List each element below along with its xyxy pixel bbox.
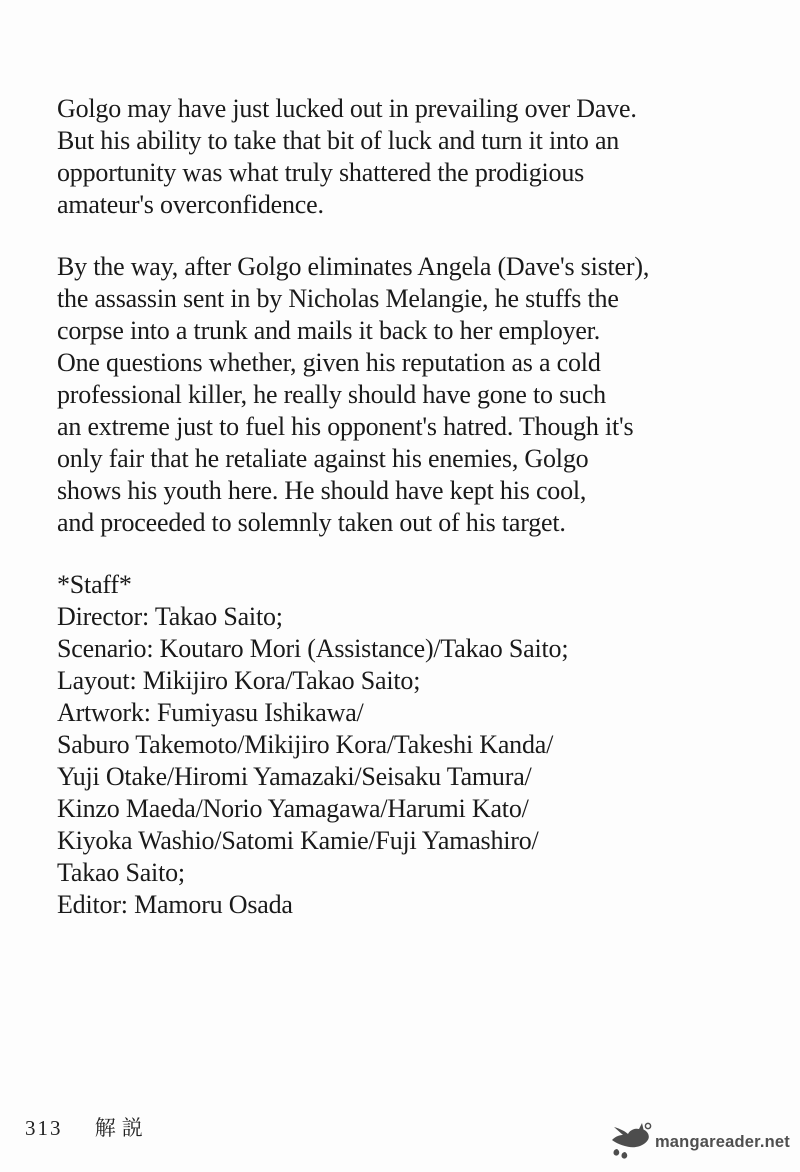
text-line: Artwork: Fumiyasu Ishikawa/ bbox=[57, 698, 364, 727]
commentary-paragraph-1 bbox=[57, 93, 764, 221]
text-line: an extreme just to fuel his opponent's hatred. Though it's bbox=[57, 412, 634, 441]
text-line: One questions whether, given his reputation as a cold bbox=[57, 348, 601, 377]
page-footer bbox=[25, 1112, 149, 1142]
text-line: Director: Takao Saito; bbox=[57, 602, 283, 631]
text-line: opportunity was what truly shattered the prodigious bbox=[57, 158, 585, 187]
text-line: Scenario: Koutaro Mori (Assistance)/Takao Saito; bbox=[57, 634, 569, 663]
page-number: 313 bbox=[25, 1116, 63, 1140]
text-line: shows his youth here. He should have kept his cool, bbox=[57, 476, 587, 505]
text-line: Takao Saito; bbox=[57, 858, 185, 887]
section-label-kaisetsu: 解説 bbox=[94, 1116, 149, 1140]
text-line: Editor: Mamoru Osada bbox=[57, 890, 293, 919]
text-line: But his ability to take that bit of luck and turn it into an bbox=[57, 126, 620, 155]
commentary-paragraph-2 bbox=[57, 251, 764, 539]
text-line: Kiyoka Washio/Satomi Kamie/Fuji Yamashiro/ bbox=[57, 826, 539, 855]
text-line: only fair that he retaliate against his enemies, Golgo bbox=[57, 444, 589, 473]
text-line: and proceeded to solemnly taken out of his target. bbox=[57, 508, 566, 537]
watermark-site-name: mangareader.net bbox=[654, 1132, 790, 1151]
text-line: the assassin sent in by Nicholas Melangie, he stuffs the bbox=[57, 284, 619, 313]
mangareader-mascot-icon bbox=[608, 1121, 654, 1161]
text-line: Yuji Otake/Hiromi Yamazaki/Seisaku Tamura/ bbox=[57, 762, 532, 791]
text-line: Layout: Mikijiro Kora/Takao Saito; bbox=[57, 666, 421, 695]
text-line: amateur's overconfidence. bbox=[57, 190, 324, 219]
text-line: *Staff* bbox=[57, 570, 132, 599]
mangareader-watermark bbox=[608, 1121, 790, 1161]
staff-credits-list bbox=[57, 569, 764, 921]
commentary-text bbox=[57, 93, 764, 951]
text-line: corpse into a trunk and mails it back to her employer. bbox=[57, 316, 600, 345]
text-line: Golgo may have just lucked out in prevailing over Dave. bbox=[57, 94, 637, 123]
text-line: professional killer, he really should have gone to such bbox=[57, 380, 606, 409]
text-line: Saburo Takemoto/Mikijiro Kora/Takeshi Kanda/ bbox=[57, 730, 554, 759]
text-line: Kinzo Maeda/Norio Yamagawa/Harumi Kato/ bbox=[57, 794, 529, 823]
text-line: By the way, after Golgo eliminates Angela (Dave's sister), bbox=[57, 252, 650, 281]
